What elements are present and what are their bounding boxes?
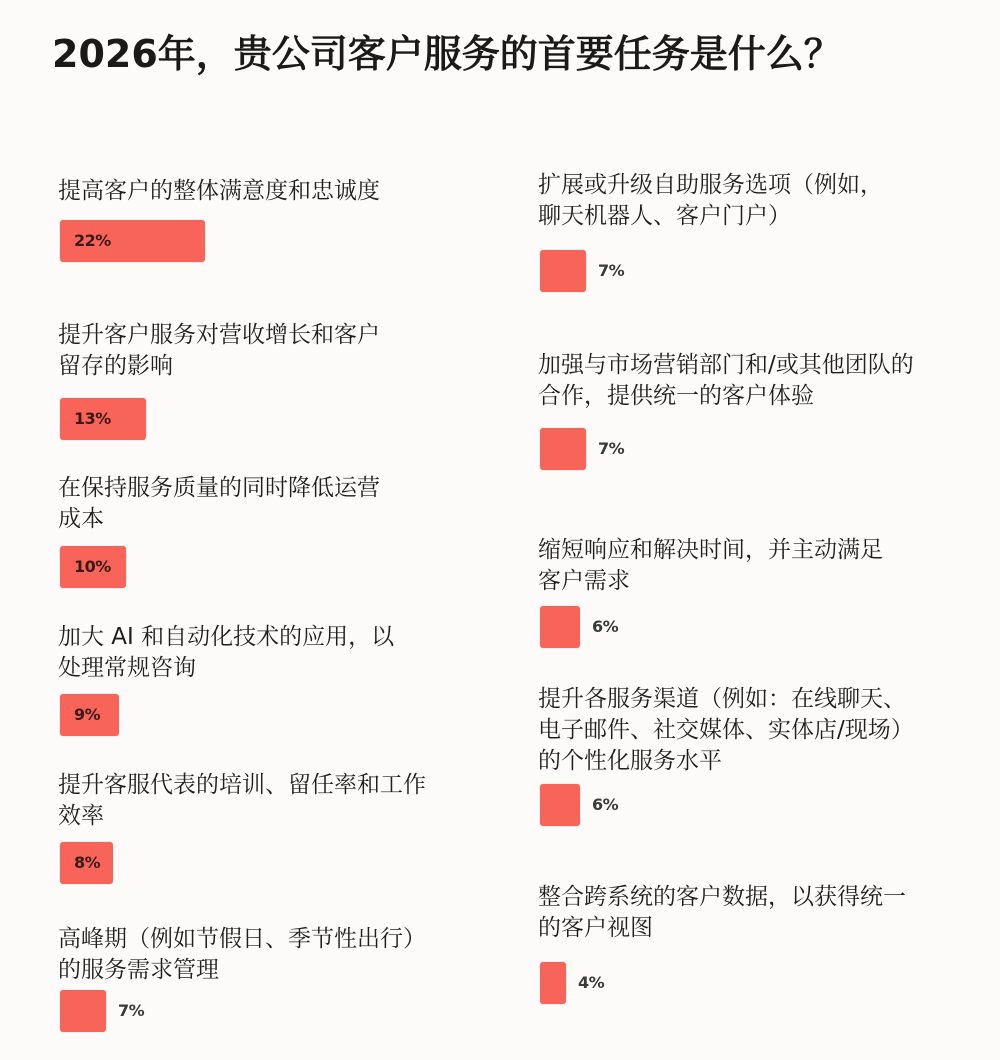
category-label-line: 聊天机器人、客户门户） [538, 203, 791, 229]
bar [60, 842, 113, 884]
category-label-line: 整合跨系统的客户数据，以获得统一 [538, 884, 906, 910]
data-label: 10% [74, 557, 111, 576]
data-label: 13% [74, 409, 111, 428]
category-label [538, 170, 978, 232]
category-label-line: 合作，提供统一的客户体验 [538, 383, 814, 409]
category-label-line: 提升各服务渠道（例如：在线聊天、 [538, 686, 906, 712]
data-label: 4% [578, 973, 605, 992]
bar [60, 694, 119, 736]
data-label: 9% [74, 705, 101, 724]
data-label: 7% [118, 1001, 145, 1020]
bar [540, 962, 566, 1004]
bar [540, 784, 580, 826]
category-label-line: 提升客服代表的培训、留任率和工作 [58, 772, 426, 798]
category-label [538, 535, 978, 597]
category-label-line: 处理常规咨询 [58, 655, 196, 681]
category-label-line: 的个性化服务水平 [538, 748, 722, 774]
category-label [538, 350, 978, 412]
bar [60, 220, 205, 262]
category-label-line: 提升客户服务对营收增长和客户 [58, 322, 380, 348]
data-label: 7% [598, 439, 625, 458]
data-label: 6% [592, 617, 619, 636]
data-label: 7% [598, 261, 625, 280]
page-title: 2026年，贵公司客户服务的首要任务是什么？ [52, 32, 842, 76]
data-label: 8% [74, 853, 101, 872]
bar [540, 428, 586, 470]
category-label [58, 924, 498, 986]
category-label [58, 770, 498, 832]
category-label [58, 320, 498, 382]
category-label-line: 的服务需求管理 [58, 957, 219, 983]
category-label-line: 效率 [58, 803, 104, 829]
category-label-line: 的客户视图 [538, 915, 653, 941]
category-label-line: 在保持服务质量的同时降低运营 [58, 475, 380, 501]
category-label-line: 电子邮件、社交媒体、实体店/现场） [538, 717, 914, 743]
category-label-line: 成本 [58, 506, 104, 532]
category-label-line: 高峰期（例如节假日、季节性出行） [58, 926, 426, 952]
chart-column-right [538, 0, 978, 1060]
bar [60, 990, 106, 1032]
category-label-line: 提高客户的整体满意度和忠诚度 [58, 178, 380, 204]
category-label [58, 176, 498, 207]
category-label [538, 882, 978, 944]
category-label-line: 加大 AI 和自动化技术的应用，以 [58, 624, 395, 650]
data-label: 22% [74, 231, 111, 250]
category-label [58, 622, 498, 684]
category-label [538, 684, 978, 777]
bar [540, 250, 586, 292]
chart-column-left [58, 0, 498, 1060]
category-label-line: 客户需求 [538, 568, 630, 594]
bar [540, 606, 580, 648]
data-label: 6% [592, 795, 619, 814]
bar [60, 398, 146, 440]
category-label-line: 留存的影响 [58, 353, 173, 379]
category-label-line: 扩展或升级自助服务选项（例如， [538, 172, 883, 198]
bar [60, 546, 126, 588]
category-label [58, 473, 498, 535]
category-label-line: 缩短响应和解决时间，并主动满足 [538, 537, 883, 563]
category-label-line: 加强与市场营销部门和/或其他团队的 [538, 352, 914, 378]
